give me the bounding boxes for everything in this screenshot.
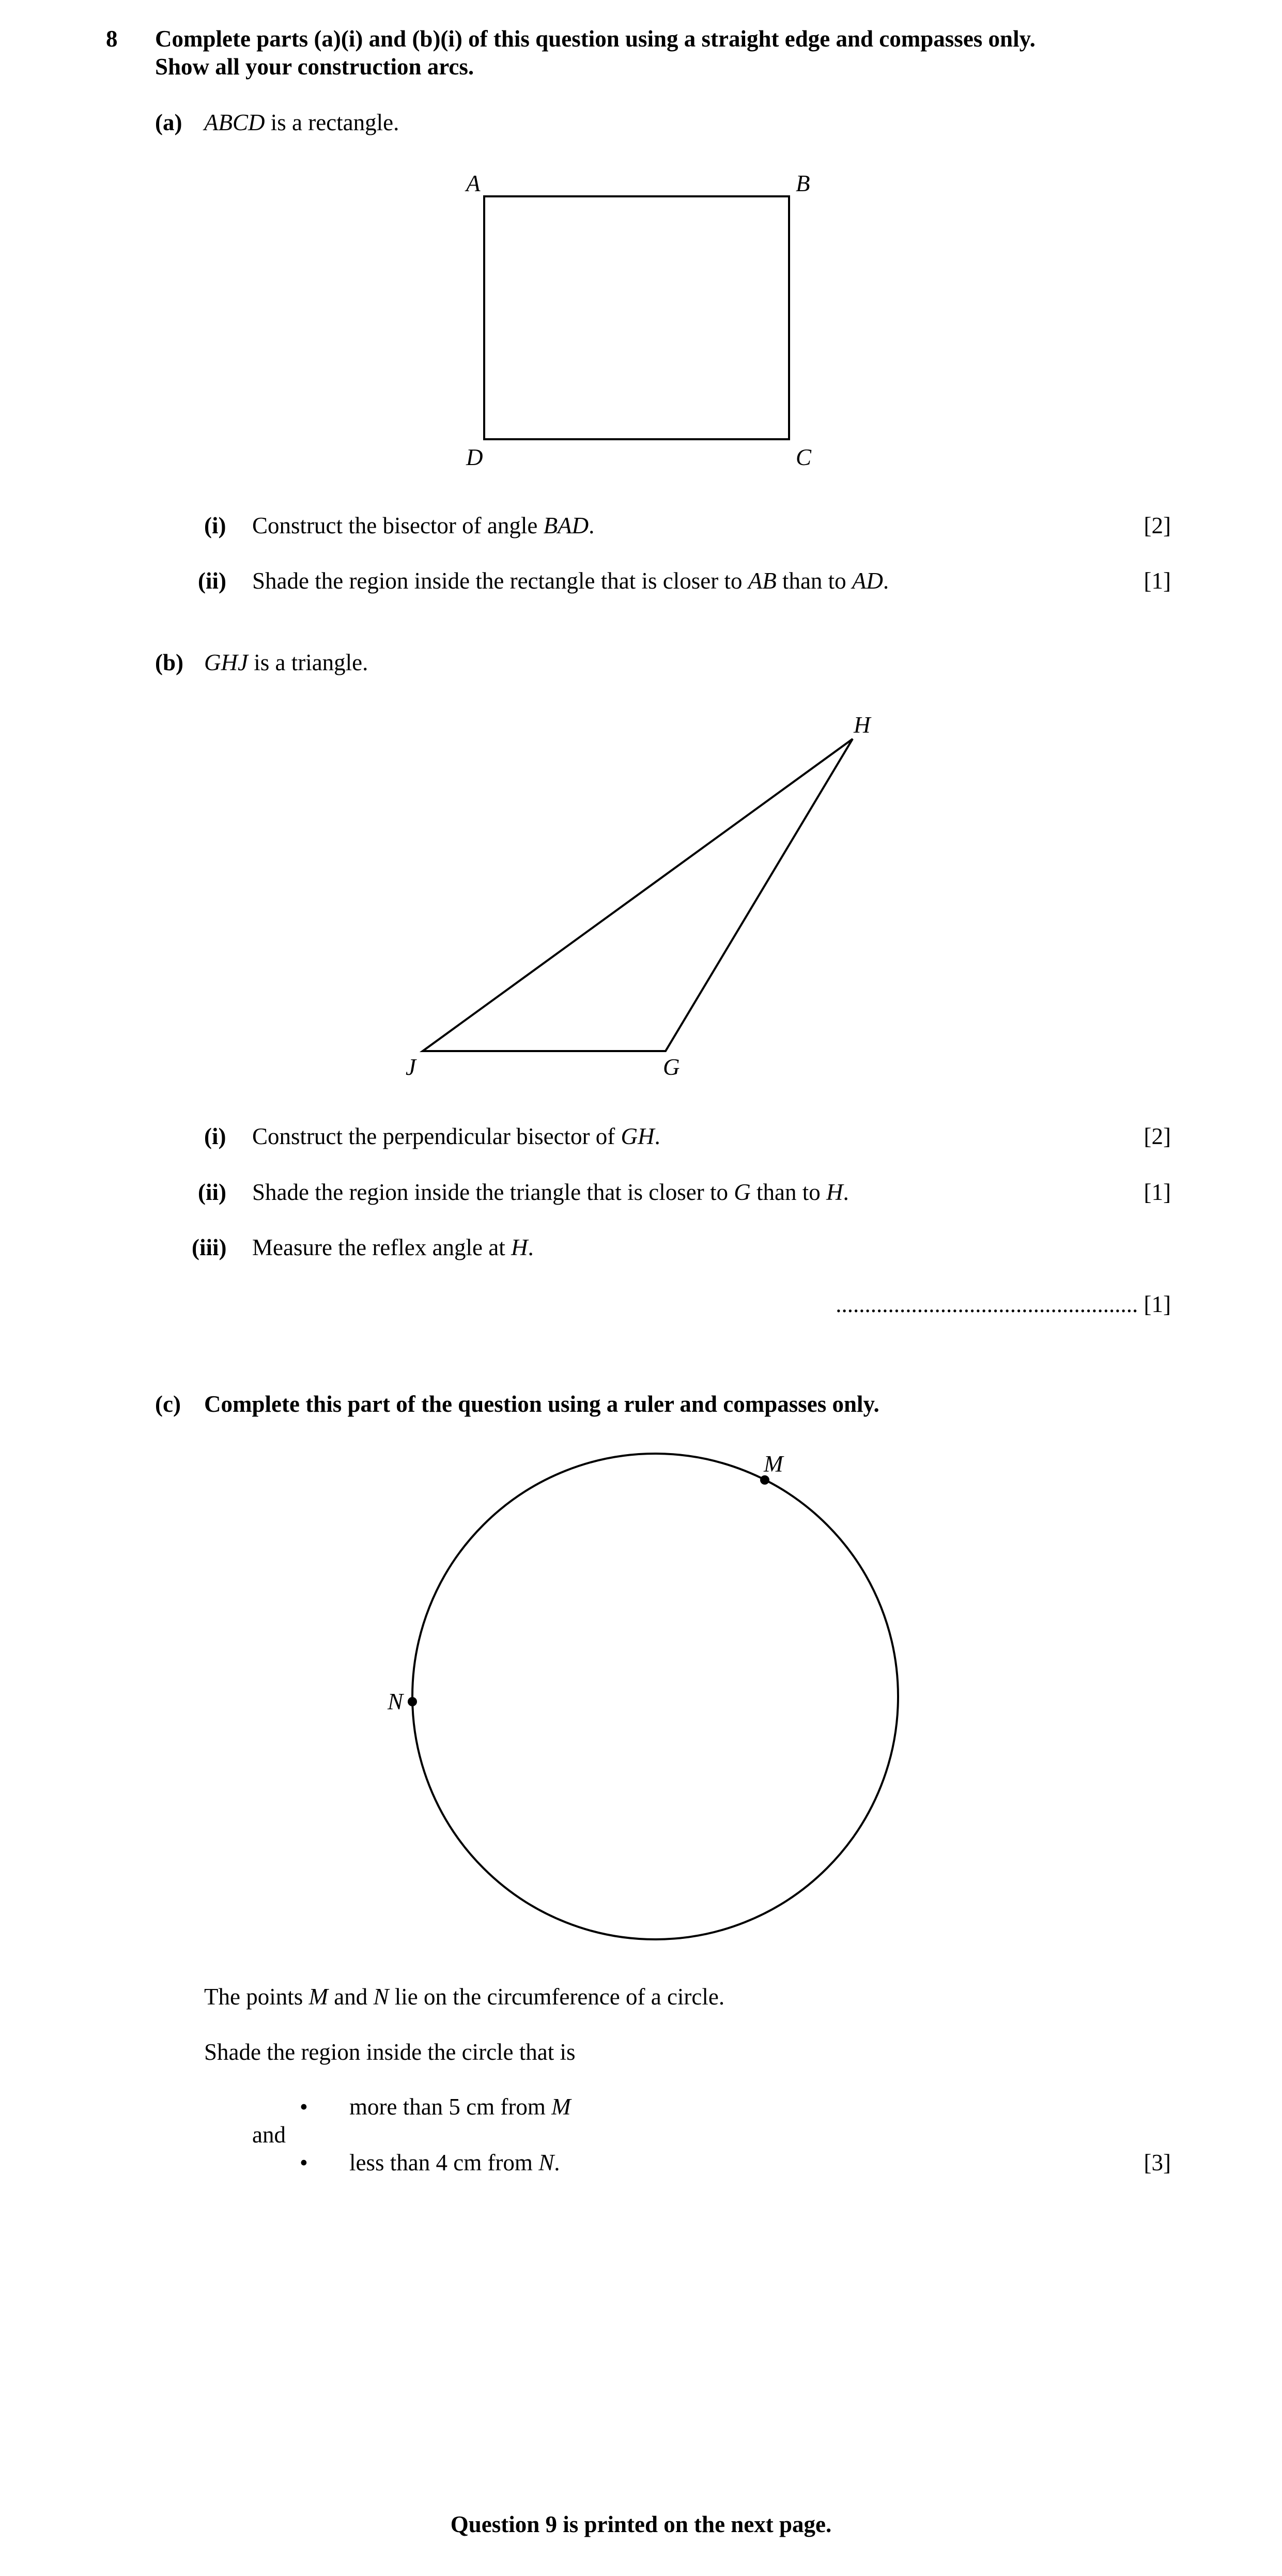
point-m-label: M xyxy=(764,1451,783,1477)
part-b-iii-text: Measure the reflex angle at H. xyxy=(252,1235,534,1260)
part-b-iii-label: (iii) xyxy=(192,1235,227,1260)
rectangle-abcd xyxy=(484,196,789,439)
part-b-i-marks: [2] xyxy=(1144,1123,1171,1149)
part-c-marks: [3] xyxy=(1144,2150,1171,2176)
part-a-intro: ABCD is a rectangle. xyxy=(204,110,399,135)
part-b-ii-marks: [1] xyxy=(1144,1179,1171,1205)
part-b-iii-answer[interactable] xyxy=(836,1290,1171,1318)
vertex-a-label: A xyxy=(466,171,481,196)
part-b-ii-label: (ii) xyxy=(198,1179,226,1205)
instruction-line-2: Show all your construction arcs. xyxy=(155,54,474,80)
part-a-ii-text: Shade the region inside the rectangle that is closer to AB than to AD. xyxy=(252,568,889,594)
part-a-ii-label: (ii) xyxy=(198,568,226,594)
vertex-b-label: B xyxy=(796,171,810,196)
part-a-label: (a) xyxy=(155,110,182,135)
part-c-text-1: The points M and N lie on the circumference of a circle. xyxy=(204,1984,725,2010)
part-c-heading: Complete this part of the question using a ruler and compasses only. xyxy=(204,1391,879,1417)
part-b-iii-marks: [1] xyxy=(1144,1291,1171,1317)
bullet-1: • xyxy=(300,2094,308,2120)
part-b-label: (b) xyxy=(155,650,183,675)
bullet-2: • xyxy=(300,2150,308,2176)
triangle-ghj xyxy=(423,739,853,1051)
bullet-1-text: more than 5 cm from M xyxy=(349,2094,571,2120)
vertex-g-label: G xyxy=(663,1054,680,1080)
part-b-i-label: (i) xyxy=(204,1123,226,1149)
and-word: and xyxy=(252,2122,286,2148)
vertex-c-label: C xyxy=(796,444,812,470)
question-number: 8 xyxy=(106,26,118,52)
part-a-ii-marks: [1] xyxy=(1144,568,1171,594)
bullet-2-text: less than 4 cm from N. xyxy=(349,2150,560,2176)
part-c-text-2: Shade the region inside the circle that is xyxy=(204,2039,576,2065)
part-a-i-text: Construct the bisector of angle BAD. xyxy=(252,513,595,538)
part-a-i-label: (i) xyxy=(204,513,226,538)
circle xyxy=(412,1454,898,1939)
part-a-i-marks: [2] xyxy=(1144,513,1171,538)
part-b-i-text: Construct the perpendicular bisector of GH. xyxy=(252,1123,660,1149)
instruction-line-1: Complete parts (a)(i) and (b)(i) of this question using a straight edge and compasses only. xyxy=(155,26,1036,52)
vertex-d-label: D xyxy=(466,444,483,470)
answer-line[interactable]: .................................................... xyxy=(836,1291,1138,1317)
point-n xyxy=(408,1697,417,1706)
part-b-intro: GHJ is a triangle. xyxy=(204,650,368,675)
vertex-h-label: H xyxy=(854,712,871,738)
part-c-label: (c) xyxy=(155,1391,181,1417)
part-b-ii-text: Shade the region inside the triangle that is closer to G than to H. xyxy=(252,1179,849,1205)
vertex-j-label: J xyxy=(406,1054,416,1080)
point-n-label: N xyxy=(388,1689,404,1715)
footer-note: Question 9 is printed on the next page. xyxy=(450,2511,832,2537)
